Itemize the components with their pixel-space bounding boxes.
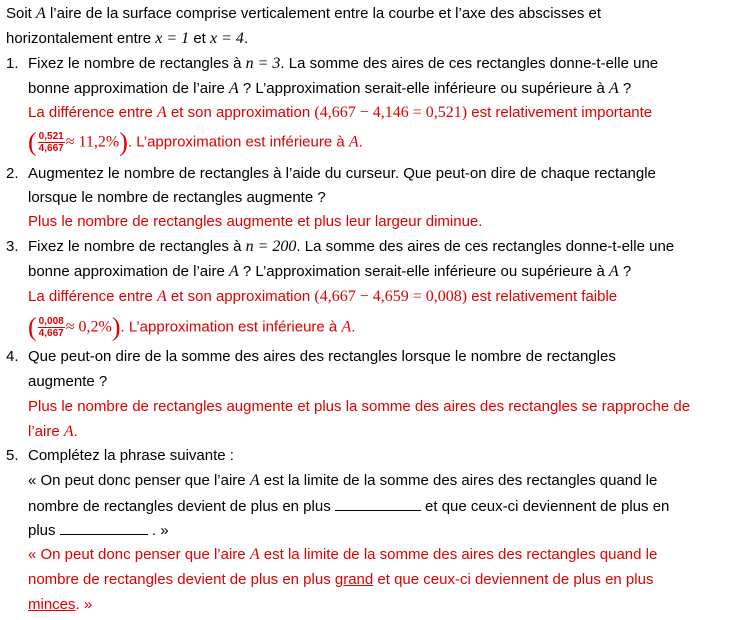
q1-line-2: bonne approximation de l’aire A ? L’approximation serait-elle inférieure ou supérieure à A ?	[28, 80, 632, 97]
q1-answer-line-2: ( $\frac{0,521}{4,667}$ ≈ 11,2%). L’approximation est inférieure à A.	[28, 127, 363, 157]
q2-answer: Plus le nombre de rectangles augmente et plus leur largeur diminue.	[28, 213, 483, 230]
q3-line-2: bonne approximation de l’aire A ? L’approximation serait-elle inférieure ou supérieure à A ?	[28, 263, 632, 280]
q4-answer-line-1: Plus le nombre de rectangles augmente et plus la somme des aires des rectangles se rapproche de	[28, 398, 691, 415]
q5-line-1: Complétez la phrase suivante :	[28, 447, 234, 464]
intro-line-1: Soit A l’aire de la surface comprise verticalement entre la courbe et l’axe des abscisses et	[6, 5, 602, 22]
intro-line-2: horizontalement entre x = 1 et x = 4.	[6, 30, 249, 47]
answer-word-grand: grand	[334, 571, 374, 588]
q1-line-1: Fixez le nombre de rectangles à n = 3. La somme des aires de ces rectangles donne-t-elle une	[28, 55, 659, 72]
q2-line-1: Augmentez le nombre de rectangles à l’aide du curseur. Que peut-on dire de chaque rectangle	[28, 165, 656, 182]
q3-answer-line-1: La différence entre A et son approximation (4,667 − 4,659 = 0,008) est relativement faible	[28, 288, 618, 305]
q3-number: 3.	[6, 238, 19, 255]
q5-answer-line-2: nombre de rectangles devient de plus en plus grand et que ceux-ci deviennent de plus en plus	[28, 571, 654, 588]
q2-line-2: lorsque le nombre de rectangles augmente ?	[28, 189, 326, 206]
q4-answer-line-2: l’aire A.	[28, 423, 78, 440]
q1-number: 1.	[6, 55, 19, 72]
q5-line-2: « On peut donc penser que l’aire A est la limite de la somme des aires des rectangles quand le	[28, 472, 658, 489]
q4-line-2: augmente ?	[28, 373, 108, 390]
q4-line-1: Que peut-on dire de la somme des aires des rectangles lorsque le nombre de rectangles	[28, 348, 616, 365]
q3-answer-line-2: ( $\frac{0,008}{4,667}$ ≈ 0,2%). L’approximation est inférieure à A.	[28, 312, 356, 342]
q5-number: 5.	[6, 447, 19, 464]
q1-answer-line-1: La différence entre A et son approximation (4,667 − 4,146 = 0,521) est relativement importante	[28, 104, 653, 121]
q5-answer-line-1: « On peut donc penser que l’aire A est la limite de la somme des aires des rectangles quand le	[28, 546, 658, 563]
q5-line-4: plus . »	[28, 522, 169, 539]
q3-fraction: $\frac{0,008}{4,667}$	[38, 316, 64, 339]
q1-fraction: $\frac{0,521}{4,667}$	[38, 131, 64, 154]
q3-line-1: Fixez le nombre de rectangles à n = 200. La somme des aires de ces rectangles donne-t-elle une	[28, 238, 675, 255]
q5-line-3: nombre de rectangles devient de plus en plus et que ceux-ci deviennent de plus en	[28, 498, 670, 515]
blank-2	[60, 520, 148, 535]
q2-number: 2.	[6, 165, 19, 182]
blank-1	[335, 496, 421, 511]
q5-answer-line-3: minces. »	[28, 596, 93, 613]
q4-number: 4.	[6, 348, 19, 365]
answer-word-minces: minces	[28, 596, 76, 613]
